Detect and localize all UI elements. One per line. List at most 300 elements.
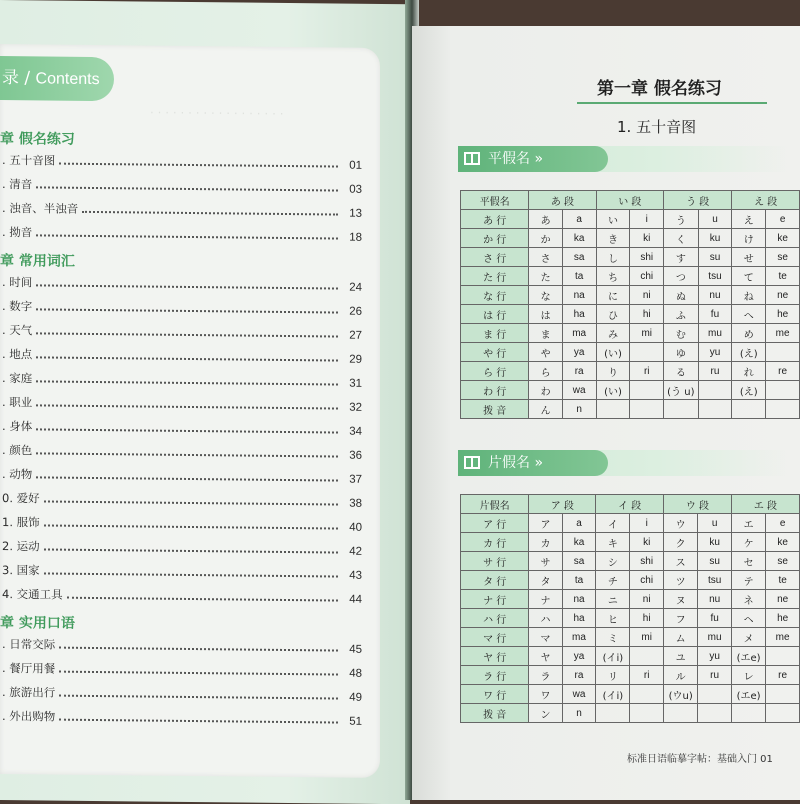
kana-cell: す [664, 248, 699, 267]
toc-leader-dots [44, 548, 338, 553]
toc-chapter-heading: 章 常用词汇 [0, 253, 75, 270]
toc-entry[interactable] [0, 390, 362, 414]
kana-cell: い [596, 210, 630, 229]
romaji-cell: hi [630, 305, 664, 324]
row-header-cell: た 行 [461, 267, 529, 286]
toc-entry[interactable] [0, 414, 362, 438]
row-header-cell: 拨 音 [461, 400, 529, 419]
kana-cell: カ [529, 533, 562, 552]
toc-page-number: 29 [349, 353, 362, 366]
romaji-cell [630, 381, 664, 400]
toc-entry[interactable] [0, 534, 362, 558]
toc-page-number: 24 [349, 281, 362, 294]
table-row [461, 609, 800, 628]
table-row [461, 305, 800, 324]
romaji-cell: re [766, 362, 800, 381]
kana-cell [663, 704, 697, 723]
kana-cell: ラ [529, 666, 562, 685]
row-header-cell: わ 行 [461, 381, 529, 400]
toc-entry[interactable] [0, 510, 362, 534]
romaji-cell: ku [698, 229, 732, 248]
toc-entry-label: . 动物 [2, 467, 33, 482]
kana-cell: エ [731, 514, 765, 533]
toc-entry[interactable] [0, 680, 362, 704]
kana-cell: ハ [529, 609, 562, 628]
kana-cell: な [529, 286, 562, 305]
romaji-cell: fu [698, 305, 732, 324]
right-page [412, 26, 800, 800]
romaji-cell: chi [630, 571, 664, 590]
kana-cell: (い) [596, 381, 630, 400]
row-header-cell: ラ 行 [461, 666, 529, 685]
row-header-cell: さ 行 [461, 248, 529, 267]
romaji-cell: ha [562, 305, 596, 324]
table-row [461, 267, 800, 286]
romaji-cell [766, 647, 800, 666]
kana-cell: ら [529, 362, 562, 381]
romaji-cell: he [766, 305, 800, 324]
toc-entry-label: . 颜色 [2, 443, 33, 458]
romaji-cell: i [630, 210, 664, 229]
romaji-cell: wa [562, 381, 596, 400]
toc-page-number: 45 [349, 643, 362, 656]
romaji-cell: ya [562, 343, 596, 362]
kana-cell: に [596, 286, 630, 305]
romaji-cell [766, 704, 800, 723]
romaji-cell: nu [698, 286, 732, 305]
table-column-header: あ 段 [529, 191, 596, 210]
toc-entry-label: 0. 爱好 [2, 491, 40, 506]
kana-cell: ウ [663, 514, 697, 533]
kana-cell: ル [663, 666, 697, 685]
kana-cell: は [529, 305, 562, 324]
romaji-cell [698, 381, 732, 400]
table-column-header: い 段 [596, 191, 664, 210]
kana-cell: テ [731, 571, 765, 590]
romaji-cell: te [766, 267, 800, 286]
kana-cell: る [664, 362, 699, 381]
romaji-cell [766, 400, 800, 419]
table-row [461, 210, 800, 229]
romaji-cell: a [562, 210, 596, 229]
toc-page-number: 32 [349, 401, 362, 414]
kana-cell: (い) [596, 343, 630, 362]
romaji-cell: su [698, 552, 732, 571]
table-row [461, 704, 800, 723]
kana-cell: ユ [663, 647, 697, 666]
kana-cell: (ウu) [663, 685, 697, 704]
kana-cell: ナ [529, 590, 562, 609]
romaji-cell [766, 685, 800, 704]
row-header-cell: 拨 音 [461, 704, 529, 723]
romaji-cell: ri [630, 362, 664, 381]
kana-cell: ネ [731, 590, 765, 609]
toc-entry[interactable] [0, 632, 362, 656]
toc-entry-label: . 日常交际 [2, 637, 56, 652]
toc-page-number: 42 [349, 545, 362, 558]
toc-page-number: 51 [349, 715, 362, 728]
row-header-cell: マ 行 [461, 628, 529, 647]
kana-cell: (う u) [664, 381, 699, 400]
toc-entry[interactable] [0, 704, 362, 728]
romaji-cell: tsu [698, 267, 732, 286]
romaji-cell: na [562, 590, 596, 609]
toc-entry[interactable] [0, 342, 362, 366]
toc-leader-dots [59, 671, 338, 676]
chapter-underline [577, 102, 767, 104]
toc-entry-label: . 清音 [2, 177, 33, 192]
romaji-cell: ta [562, 267, 596, 286]
kana-cell: ヌ [663, 590, 697, 609]
romaji-cell: n [562, 704, 596, 723]
row-header-cell: や 行 [461, 343, 529, 362]
romaji-cell: ka [562, 533, 596, 552]
row-header-cell: ワ 行 [461, 685, 529, 704]
romaji-cell: se [766, 552, 800, 571]
row-header-cell: あ 行 [461, 210, 529, 229]
toc-page-number: 27 [349, 329, 362, 342]
toc-leader-dots [36, 284, 338, 289]
romaji-cell: tsu [698, 571, 732, 590]
kana-cell [664, 400, 699, 419]
kana-cell: フ [663, 609, 697, 628]
table-row [461, 552, 800, 571]
toc-page-number: 43 [349, 569, 362, 582]
kana-cell: つ [664, 267, 699, 286]
romaji-cell: fu [698, 609, 732, 628]
contents-banner [0, 56, 114, 101]
romaji-cell: na [562, 286, 596, 305]
toc-entry[interactable] [0, 270, 362, 294]
kana-cell: れ [732, 362, 766, 381]
table-row [461, 381, 800, 400]
romaji-cell: nu [698, 590, 732, 609]
romaji-cell [766, 343, 800, 362]
kana-cell: ニ [596, 590, 630, 609]
romaji-cell: u [698, 514, 732, 533]
contents-banner-zh: 录 / [2, 68, 36, 89]
romaji-cell: te [766, 571, 800, 590]
kana-cell: ぬ [664, 286, 699, 305]
kana-cell: キ [596, 533, 630, 552]
toc-leader-dots [36, 476, 338, 481]
kana-cell: サ [529, 552, 562, 571]
romaji-cell: mi [630, 628, 664, 647]
book-icon [464, 456, 480, 469]
romaji-cell: mu [698, 324, 732, 343]
table-header-row [461, 191, 800, 210]
kana-cell: シ [596, 552, 630, 571]
table-corner-cell: 平假名 [461, 191, 529, 210]
toc-panel: · · · · · · · · · · · · · · · · · · 录 / Contents 章 假名练习 章 常用词汇 章 实用口语 . 五十音图 01 . 清音 03 . 浊音、半浊音 13 . 拗音 18 . 时间 24 . 数字 26 . 天气 27 . 地点 29 . 家庭 31 . 职业 32 . 身体 34 . 颜色 36 . 动物 37 0. 爱好 38 1. 服饰 40 2. 运动 42 3. 国家 43 4. 交通工具 44 . 日常交际 45 . 餐厅用餐 48 . 旅游出行 49 . 外出购物 51 [0, 44, 380, 778]
table-row [461, 324, 800, 343]
toc-entry-label: . 地点 [2, 347, 33, 362]
toc-entry[interactable] [0, 294, 362, 318]
romaji-cell: ma [562, 628, 596, 647]
romaji-cell: i [630, 514, 664, 533]
kana-cell: ツ [663, 571, 697, 590]
row-header-cell: タ 行 [461, 571, 529, 590]
romaji-cell: ra [562, 666, 596, 685]
romaji-cell [630, 400, 664, 419]
kana-cell: (え) [732, 343, 766, 362]
table-row [461, 666, 800, 685]
kana-cell: (エe) [731, 647, 765, 666]
romaji-cell: mi [630, 324, 664, 343]
table-row [461, 590, 800, 609]
romaji-cell [698, 704, 732, 723]
row-header-cell: か 行 [461, 229, 529, 248]
toc-leader-dots [59, 695, 338, 700]
table-row [461, 362, 800, 381]
kana-cell: (エe) [731, 685, 765, 704]
kana-cell [732, 400, 766, 419]
romaji-cell: ni [630, 590, 664, 609]
contents-banner-en: Contents [35, 70, 100, 89]
romaji-cell: e [766, 210, 800, 229]
toc-page-number: 26 [349, 305, 362, 318]
romaji-cell: a [562, 514, 596, 533]
kana-cell: ヤ [529, 647, 562, 666]
romaji-cell: chi [630, 267, 664, 286]
table-corner-cell: 片假名 [461, 495, 529, 514]
toc-entry-label: . 五十音图 [2, 153, 56, 168]
toc-entry-label: 2. 运动 [2, 539, 40, 554]
kana-cell: し [596, 248, 630, 267]
toc-leader-dots [36, 308, 338, 313]
kana-cell: セ [731, 552, 765, 571]
romaji-cell: yu [698, 647, 732, 666]
romaji-cell: ke [766, 229, 800, 248]
kana-cell: わ [529, 381, 562, 400]
toc-page-number: 49 [349, 691, 362, 704]
toc-leader-dots [36, 332, 338, 337]
kana-cell: た [529, 267, 562, 286]
row-header-cell: ら 行 [461, 362, 529, 381]
romaji-cell: se [766, 248, 800, 267]
toc-page-number: 44 [349, 593, 362, 606]
kana-cell: ヒ [596, 609, 630, 628]
romaji-cell: re [766, 666, 800, 685]
romaji-cell [698, 685, 732, 704]
kana-cell: ゆ [664, 343, 699, 362]
table-column-header: エ 段 [731, 495, 799, 514]
kana-cell: (イi) [596, 685, 630, 704]
kana-cell: て [732, 267, 766, 286]
kana-cell [731, 704, 765, 723]
romaji-cell: me [766, 628, 800, 647]
table-column-header: ア 段 [529, 495, 596, 514]
kana-cell: あ [529, 210, 562, 229]
romaji-cell [630, 685, 664, 704]
kana-cell: ス [663, 552, 697, 571]
kana-cell: や [529, 343, 562, 362]
toc-entry-label: . 家庭 [2, 371, 33, 386]
toc-chapter-heading: 章 假名练习 [0, 131, 75, 148]
kana-cell [596, 400, 630, 419]
kana-cell: け [732, 229, 766, 248]
table-row [461, 571, 800, 590]
toc-leader-dots [59, 163, 338, 168]
kana-cell: レ [731, 666, 765, 685]
romaji-cell: mu [698, 628, 732, 647]
romaji-cell: ki [630, 229, 664, 248]
table-header-row [461, 495, 800, 514]
toc-page-number: 36 [349, 449, 362, 462]
toc-page-number: 37 [349, 473, 362, 486]
toc-entry[interactable] [0, 172, 362, 196]
table-row [461, 248, 800, 267]
toc-page-number: 18 [349, 231, 362, 244]
toc-entry[interactable] [0, 558, 362, 582]
row-header-cell: ヤ 行 [461, 647, 529, 666]
kana-cell: (え) [732, 381, 766, 400]
romaji-cell: sa [562, 248, 596, 267]
toc-entry[interactable] [0, 318, 362, 342]
romaji-cell: shi [630, 552, 664, 571]
kana-cell: り [596, 362, 630, 381]
toc-leader-dots [36, 234, 338, 239]
toc-entry-label: 1. 服饰 [2, 515, 40, 530]
table-row [461, 533, 800, 552]
romaji-cell: shi [630, 248, 664, 267]
romaji-cell: n [562, 400, 596, 419]
toc-entry-label: . 拗音 [2, 225, 33, 240]
row-header-cell: ハ 行 [461, 609, 529, 628]
toc-entry[interactable] [0, 656, 362, 680]
romaji-cell: ru [698, 666, 732, 685]
toc-entry-label: . 浊音、半浊音 [2, 201, 79, 216]
table-column-header: え 段 [732, 191, 800, 210]
table-row [461, 514, 800, 533]
romaji-cell: ya [562, 647, 596, 666]
section-title: 1. 五十音图 [617, 118, 697, 136]
toc-entry[interactable] [0, 220, 362, 244]
row-header-cell: ア 行 [461, 514, 529, 533]
kana-cell: マ [529, 628, 562, 647]
romaji-cell: ku [698, 533, 732, 552]
toc-entry-label: . 时间 [2, 275, 33, 290]
romaji-cell: ha [562, 609, 596, 628]
kana-cell: ね [732, 286, 766, 305]
kana-cell: ク [663, 533, 697, 552]
toc-page-number: 38 [349, 497, 362, 510]
kana-cell: イ [596, 514, 630, 533]
toc-leader-dots [36, 452, 338, 457]
toc-page-number: 40 [349, 521, 362, 534]
toc-page-number: 03 [349, 183, 362, 196]
romaji-cell: ke [766, 533, 800, 552]
toc-entry[interactable] [0, 486, 362, 510]
kana-cell: ケ [731, 533, 765, 552]
table-column-header: ウ 段 [663, 495, 731, 514]
romaji-cell: e [766, 514, 800, 533]
romaji-cell: ka [562, 229, 596, 248]
kana-cell: ア [529, 514, 562, 533]
romaji-cell: wa [562, 685, 596, 704]
hiragana-band [458, 146, 788, 172]
book-icon [464, 152, 480, 165]
toc-entry[interactable] [0, 196, 362, 220]
toc-leader-dots [36, 186, 338, 191]
romaji-cell: ta [562, 571, 596, 590]
romaji-cell [698, 400, 732, 419]
kana-cell: せ [732, 248, 766, 267]
toc-entry-label: 3. 国家 [2, 563, 40, 578]
kana-cell: ひ [596, 305, 630, 324]
toc-entry[interactable] [0, 438, 362, 462]
toc-page-number: 34 [349, 425, 362, 438]
romaji-cell: he [766, 609, 800, 628]
romaji-cell: ru [698, 362, 732, 381]
table-column-header: う 段 [664, 191, 732, 210]
table-column-header: イ 段 [596, 495, 664, 514]
kana-cell: メ [731, 628, 765, 647]
toc-chapter-heading: 章 实用口语 [0, 615, 75, 632]
toc-leader-dots [67, 597, 338, 602]
table-row [461, 229, 800, 248]
toc-entry[interactable] [0, 462, 362, 486]
toc-page-number: 31 [349, 377, 362, 390]
row-header-cell: サ 行 [461, 552, 529, 571]
kana-cell: み [596, 324, 630, 343]
romaji-cell: yu [698, 343, 732, 362]
kana-cell: き [596, 229, 630, 248]
table-row [461, 400, 800, 419]
toc-entry-label: . 身体 [2, 419, 33, 434]
toc-entry[interactable] [0, 366, 362, 390]
toc-entry[interactable] [0, 582, 362, 606]
toc-entry-label: . 数字 [2, 299, 33, 314]
katakana-band-label: 片假名 » [488, 455, 544, 471]
table-row [461, 628, 800, 647]
toc-entry[interactable] [0, 148, 362, 172]
toc-entry-label: . 外出购物 [2, 709, 56, 724]
romaji-cell [630, 343, 664, 362]
kana-cell: ま [529, 324, 562, 343]
row-header-cell: カ 行 [461, 533, 529, 552]
romaji-cell: ni [630, 286, 664, 305]
toc-leader-dots [44, 524, 338, 529]
row-header-cell: な 行 [461, 286, 529, 305]
kana-cell: ワ [529, 685, 562, 704]
romaji-cell [630, 704, 664, 723]
romaji-cell: ri [630, 666, 664, 685]
romaji-cell [630, 647, 664, 666]
romaji-cell: ki [630, 533, 664, 552]
kana-cell: え [732, 210, 766, 229]
hiragana-table [460, 190, 800, 419]
table-row [461, 343, 800, 362]
romaji-cell: me [766, 324, 800, 343]
toc-entry-label: . 餐厅用餐 [2, 661, 56, 676]
kana-cell: ち [596, 267, 630, 286]
romaji-cell: ma [562, 324, 596, 343]
kana-cell: う [664, 210, 699, 229]
toc-leader-dots [44, 500, 338, 505]
toc-leader-dots [44, 572, 338, 577]
kana-cell: リ [596, 666, 630, 685]
kana-cell: ふ [664, 305, 699, 324]
kana-cell: む [664, 324, 699, 343]
kana-cell: く [664, 229, 699, 248]
toc-page-number: 13 [349, 207, 362, 220]
kana-cell: か [529, 229, 562, 248]
toc-leader-dots [36, 404, 338, 409]
page-footer: 标准日语临摹字帖：基础入门 01 [627, 754, 773, 765]
table-row [461, 685, 800, 704]
row-header-cell: は 行 [461, 305, 529, 324]
